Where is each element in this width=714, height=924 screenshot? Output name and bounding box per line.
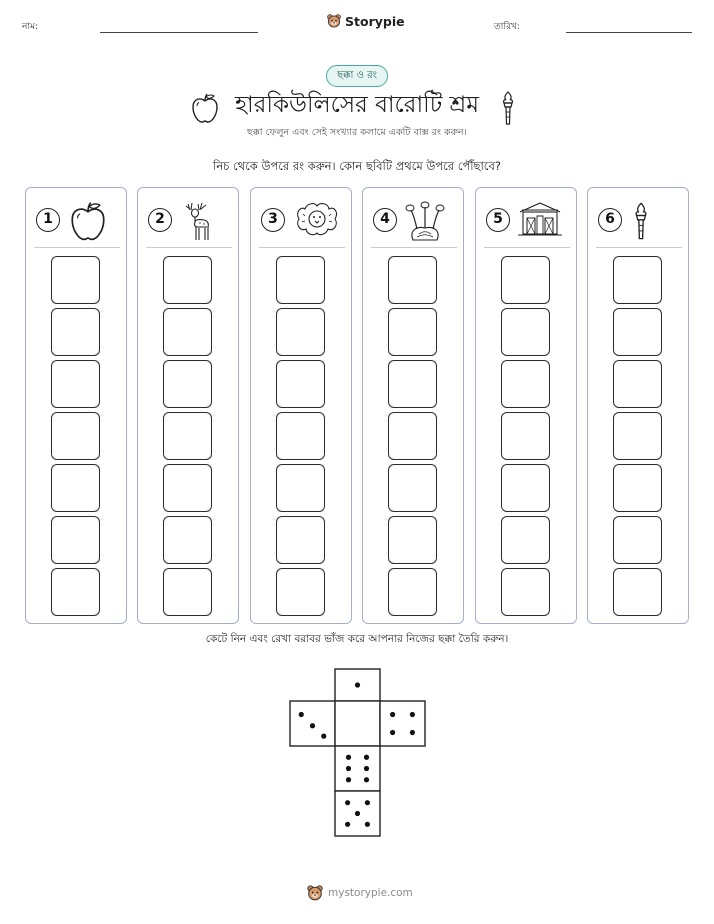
cut-instruction: কেটে নিন এবং রেখা বরাবর ভাঁজ করে আপনার নিজের ছক্কা তৈরি করুন। bbox=[205, 633, 509, 645]
color-box[interactable] bbox=[613, 464, 662, 512]
dice-pip bbox=[321, 734, 326, 739]
color-box[interactable] bbox=[388, 464, 437, 512]
storypie-bear-icon bbox=[306, 884, 324, 902]
color-box[interactable] bbox=[501, 256, 550, 304]
page-subtitle: ছক্কা ফেলুন এবং সেই সংখ্যার কলামে একটি বাক্স রং করুন। bbox=[247, 127, 467, 138]
deer-icon bbox=[180, 200, 214, 248]
color-box[interactable] bbox=[501, 308, 550, 356]
color-box[interactable] bbox=[388, 308, 437, 356]
stable-icon bbox=[518, 200, 562, 242]
color-box[interactable] bbox=[51, 516, 100, 564]
dice-face bbox=[335, 746, 380, 791]
column-2 bbox=[137, 187, 239, 624]
instruction-text: নিচ থেকে উপরে রং করুন। কোন ছবিটি প্রথমে উপরে পৌঁছাবে? bbox=[213, 159, 501, 173]
color-box[interactable] bbox=[501, 568, 550, 616]
column-header bbox=[146, 194, 232, 248]
color-box[interactable] bbox=[163, 516, 212, 564]
color-box[interactable] bbox=[51, 360, 100, 408]
color-box[interactable] bbox=[388, 256, 437, 304]
color-box[interactable] bbox=[163, 412, 212, 460]
color-box[interactable] bbox=[276, 412, 325, 460]
footer bbox=[306, 884, 413, 902]
dice-pip bbox=[345, 822, 350, 827]
color-box[interactable] bbox=[163, 360, 212, 408]
column-4 bbox=[362, 187, 464, 624]
color-box[interactable] bbox=[276, 464, 325, 512]
column-number: 3 bbox=[261, 208, 285, 232]
color-box[interactable] bbox=[276, 360, 325, 408]
color-box[interactable] bbox=[613, 256, 662, 304]
column-header bbox=[34, 194, 120, 248]
column-header bbox=[259, 194, 345, 248]
hydra-icon bbox=[405, 200, 445, 248]
apple-icon bbox=[68, 200, 108, 246]
dice-face bbox=[290, 701, 335, 746]
color-box[interactable] bbox=[51, 568, 100, 616]
torch-icon bbox=[630, 200, 652, 246]
dice-pip bbox=[355, 811, 360, 816]
color-box[interactable] bbox=[276, 256, 325, 304]
column-header bbox=[371, 194, 457, 248]
dice-pip bbox=[390, 712, 395, 717]
color-box[interactable] bbox=[51, 464, 100, 512]
lion-skin-icon bbox=[293, 200, 341, 242]
color-box[interactable] bbox=[501, 412, 550, 460]
column-3 bbox=[250, 187, 352, 624]
column-number: 6 bbox=[598, 208, 622, 232]
color-box[interactable] bbox=[613, 360, 662, 408]
color-box[interactable] bbox=[276, 568, 325, 616]
column-number: 4 bbox=[373, 208, 397, 232]
dice-pip bbox=[346, 777, 351, 782]
date-line bbox=[566, 32, 692, 33]
color-box[interactable] bbox=[501, 464, 550, 512]
color-box[interactable] bbox=[613, 568, 662, 616]
category-badge: ছক্কা ও রং bbox=[326, 65, 388, 87]
dice-pip bbox=[410, 730, 415, 735]
dice-pip bbox=[390, 730, 395, 735]
column-header bbox=[596, 194, 682, 248]
dice-face bbox=[335, 701, 380, 746]
dice-face bbox=[335, 669, 380, 701]
dice-pip bbox=[346, 766, 351, 771]
color-box[interactable] bbox=[388, 516, 437, 564]
dice-pip bbox=[299, 712, 304, 717]
dice-face bbox=[380, 701, 425, 746]
column-6 bbox=[587, 187, 689, 624]
dice-pip bbox=[355, 682, 360, 687]
column-number: 5 bbox=[486, 208, 510, 232]
color-box[interactable] bbox=[388, 360, 437, 408]
brand-name: Storypie bbox=[345, 13, 405, 29]
column-number: 2 bbox=[148, 208, 172, 232]
color-box[interactable] bbox=[51, 412, 100, 460]
date-label: তারিখ: bbox=[494, 22, 520, 32]
footer-url[interactable]: mystorypie.com bbox=[328, 887, 413, 899]
column-header bbox=[484, 194, 570, 248]
color-box[interactable] bbox=[388, 568, 437, 616]
dice-pip bbox=[410, 712, 415, 717]
color-box[interactable] bbox=[51, 308, 100, 356]
color-box[interactable] bbox=[613, 308, 662, 356]
color-box[interactable] bbox=[163, 308, 212, 356]
color-box[interactable] bbox=[613, 516, 662, 564]
torch-icon bbox=[498, 90, 518, 126]
dice-pip bbox=[364, 755, 369, 760]
dice-pip bbox=[345, 800, 350, 805]
dice-pip bbox=[365, 800, 370, 805]
brand-logo bbox=[326, 13, 405, 29]
color-box[interactable] bbox=[276, 308, 325, 356]
color-box[interactable] bbox=[163, 464, 212, 512]
dice-face bbox=[335, 791, 380, 836]
storypie-bear-icon bbox=[326, 13, 342, 29]
page-title: হারকিউলিসের বারোটি শ্রম bbox=[234, 92, 480, 118]
color-box[interactable] bbox=[163, 568, 212, 616]
dice-pip bbox=[310, 723, 315, 728]
column-1 bbox=[25, 187, 127, 624]
column-number: 1 bbox=[36, 208, 60, 232]
color-box[interactable] bbox=[501, 516, 550, 564]
dice-pip bbox=[365, 822, 370, 827]
color-box[interactable] bbox=[613, 412, 662, 460]
color-box[interactable] bbox=[51, 256, 100, 304]
color-box[interactable] bbox=[276, 516, 325, 564]
color-box[interactable] bbox=[163, 256, 212, 304]
name-label: নাম: bbox=[22, 22, 39, 32]
dice-pip bbox=[364, 766, 369, 771]
color-box[interactable] bbox=[501, 360, 550, 408]
dice-pip bbox=[364, 777, 369, 782]
color-box[interactable] bbox=[388, 412, 437, 460]
column-5 bbox=[475, 187, 577, 624]
name-line bbox=[100, 32, 258, 33]
dice-pip bbox=[346, 755, 351, 760]
